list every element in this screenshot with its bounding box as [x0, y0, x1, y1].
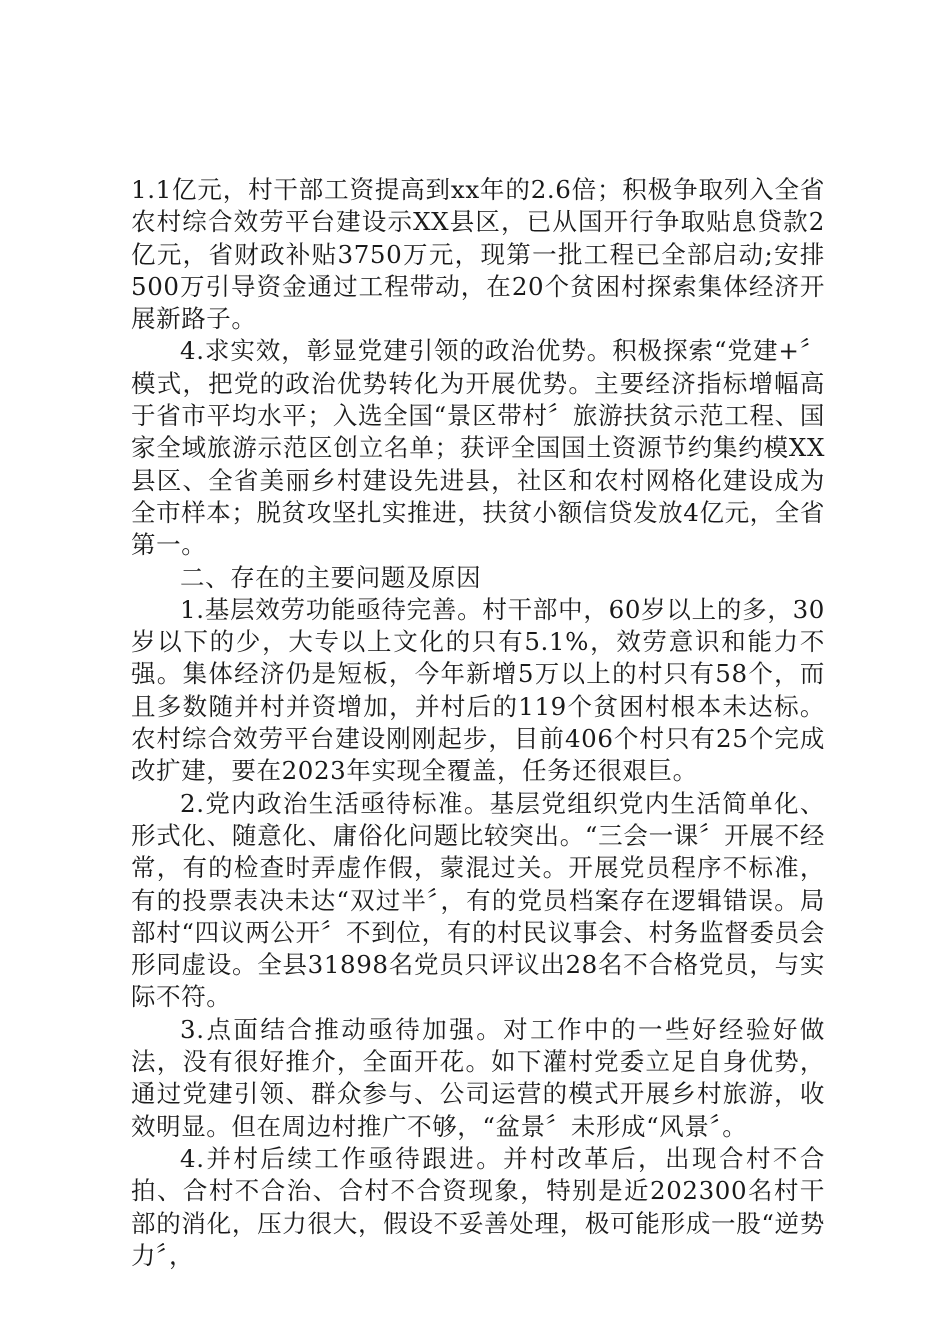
paragraph-point-surface: 3.点面结合推动亟待加强。对工作中的一些好经验好做法，没有很好推介，全面开花。如下灌村党委立足自身优势，通过党建引领、群众参与、公司运营的模式开展乡村旅游，收效明显。但在周边村推广不够，“盆景〞未形成“风景〞。	[131, 1014, 825, 1141]
document-body	[131, 174, 825, 1272]
paragraph-village-merger: 4.并村后续工作亟待跟进。并村改革后，出现合村不合拍、合村不合治、合村不合资现象，特别是近202300名村干部的消化，压力很大，假设不妥善处理，极可能形成一股“逆势力〞，	[131, 1143, 825, 1270]
paragraph-funding-continuation: 1.1亿元，村干部工资提高到xx年的2.6倍；积极争取列入全省农村综合效劳平台建设示XX县区，已从国开行争取贴息贷款2亿元，省财政补贴3750万元，现第一批工程已全部启动;安排500万引导资金通过工程带动，在20个贫困村探索集体经济开展新路子。	[131, 175, 825, 334]
paragraph-political-advantage: 4.求实效，彰显党建引领的政治优势。积极探索“党建+〞模式，把党的政治优势转化为开展优势。主要经济指标增幅高于省市平均水平；入选全国“景区带村〞旅游扶贫示范工程、国家全域旅游示范区创立名单；获评全国国土资源节约集约模XX县区、全省美丽乡村建设先进县，社区和农村网格化建设成为全市样本；脱贫攻坚扎实推进，扶贫小额信贷发放4亿元，全省第一。	[131, 336, 825, 560]
paragraph-party-life: 2.党内政治生活亟待标准。基层党组织党内生活简单化、形式化、随意化、庸俗化问题比较突出。“三会一课〞开展不经常，有的检查时弄虚作假，蒙混过关。开展党员程序不标准，有的投票表决未达“双过半〞，有的党员档案存在逻辑错误。局部村“四议两公开〞不到位，有的村民议事会、村务监督委员会形同虚设。全县31898名党员只评议出28名不合格党员，与实际不符。	[131, 788, 825, 1012]
section-heading-problems: 二、存在的主要问题及原因	[180, 562, 482, 592]
paragraph-service-function: 1.基层效劳功能亟待完善。村干部中，60岁以上的多，30岁以下的少，大专以上文化的只有5.1%，效劳意识和能力不强。集体经济仍是短板，今年新增5万以上的村只有58个，而且多数随并村并资增加，并村后的119个贫困村根本未达标。农村综合效劳平台建设刚刚起步，目前406个村只有25个完成改扩建，要在2023年实现全覆盖，任务还很艰巨。	[131, 594, 825, 786]
